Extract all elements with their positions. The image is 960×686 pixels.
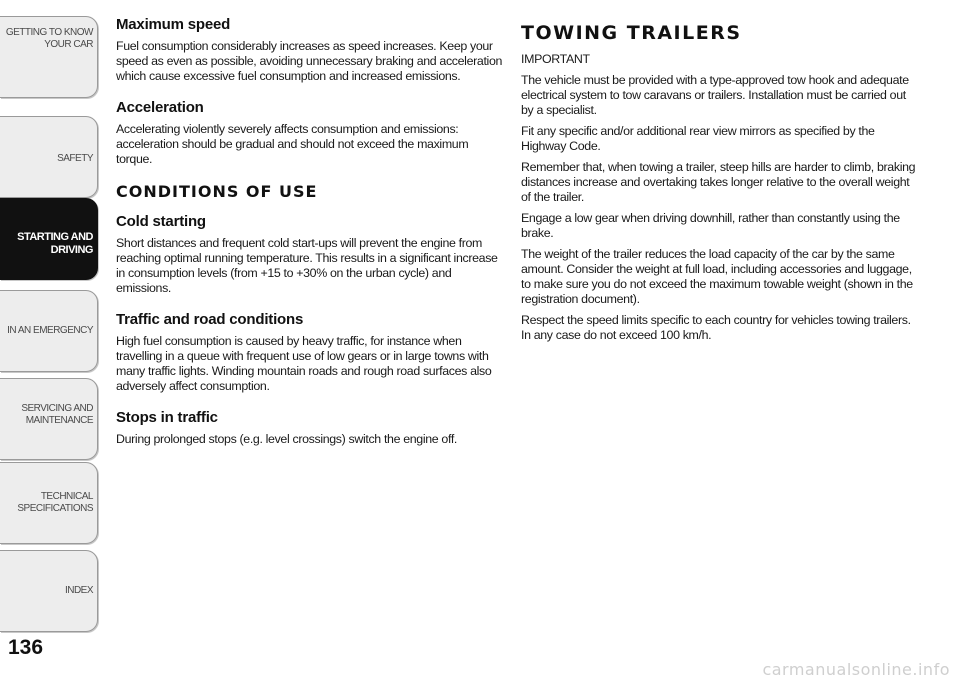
paragraph-stops-in-traffic: During prolonged stops (e.g. level crossings) switch the engine off. <box>116 432 458 446</box>
page-number: 136 <box>8 636 44 659</box>
paragraph-cold-starting: Short distances and frequent cold start-ups will prevent the engine from reaching optimal running temperature. This results in a significant increase in consumption levels (from +15 to +30% on the urban cycle) and emissions. <box>116 236 498 295</box>
tab-label: IN AN EMERGENCY <box>7 325 93 336</box>
tab-label: GETTING TO KNOW YOUR CAR <box>5 27 93 50</box>
tab-technical[interactable] <box>0 462 98 544</box>
paragraph-towing-1: The vehicle must be provided with a type-approved tow hook and adequate electrical system to tow caravans or trailers. Installation must be carried out by a specialist. <box>521 73 909 117</box>
watermark: carmanualsonline.info <box>762 660 950 679</box>
chapter-sidebar <box>0 0 100 686</box>
heading-acceleration: Acceleration <box>116 99 204 116</box>
tab-label: SERVICING AND MAINTENANCE <box>21 403 93 426</box>
heading-maximum-speed: Maximum speed <box>116 16 231 33</box>
paragraph-towing-3: Remember that, when towing a trailer, steep hills are harder to climb, braking distances increase and overtaking takes longer relative to the overall weight of the trailer. <box>521 160 916 204</box>
heading-stops-in-traffic: Stops in traffic <box>116 409 218 426</box>
tab-getting-to-know[interactable] <box>0 16 98 98</box>
heading-cold-starting: Cold starting <box>116 213 206 230</box>
heading-conditions-of-use: CONDITIONS OF USE <box>116 182 318 201</box>
important-label: IMPORTANT <box>521 52 590 66</box>
tab-label: SAFETY <box>57 153 93 164</box>
tab-emergency[interactable] <box>0 290 98 372</box>
tab-label: STARTING AND DRIVING <box>17 231 93 256</box>
paragraph-towing-6: Respect the speed limits specific to each country for vehicles towing trailers. In any case do not exceed 100 km/h. <box>521 313 911 342</box>
heading-towing-trailers: TOWING TRAILERS <box>521 22 742 44</box>
left-column <box>116 16 504 453</box>
right-column <box>521 22 916 349</box>
tab-servicing[interactable] <box>0 378 98 460</box>
tab-safety[interactable] <box>0 116 98 198</box>
tab-starting-driving[interactable] <box>0 198 98 280</box>
paragraph-traffic-conditions: High fuel consumption is caused by heavy traffic, for instance when travelling in a queue with frequent use of low gears or in large towns with many traffic lights. Winding mountain roads and rough road surfaces also adversely affect consumption. <box>116 334 492 393</box>
paragraph-towing-2: Fit any specific and/or additional rear view mirrors as specified by the Highway Code. <box>521 124 875 153</box>
tab-index[interactable] <box>0 550 98 632</box>
tab-label: TECHNICAL SPECIFICATIONS <box>17 491 93 514</box>
paragraph-towing-4: Engage a low gear when driving downhill, rather than constantly using the brake. <box>521 211 900 240</box>
paragraph-acceleration: Accelerating violently severely affects consumption and emissions: acceleration should be gradual and should not exceed the maximum torque. <box>116 122 469 166</box>
tab-label: INDEX <box>64 585 93 596</box>
paragraph-maximum-speed: Fuel consumption considerably increases as speed increases. Keep your speed as even as possible, avoiding unnecessary braking and acceleration which cause excessive fuel consumption and increased emissions. <box>116 39 503 83</box>
heading-traffic-conditions: Traffic and road conditions <box>116 311 304 328</box>
paragraph-towing-5: The weight of the trailer reduces the load capacity of the car by the same amount. Consider the weight at full load, including accessories and luggage, to make sure you do not exceed the maximum towable weight (shown in the registration document). <box>521 247 913 306</box>
